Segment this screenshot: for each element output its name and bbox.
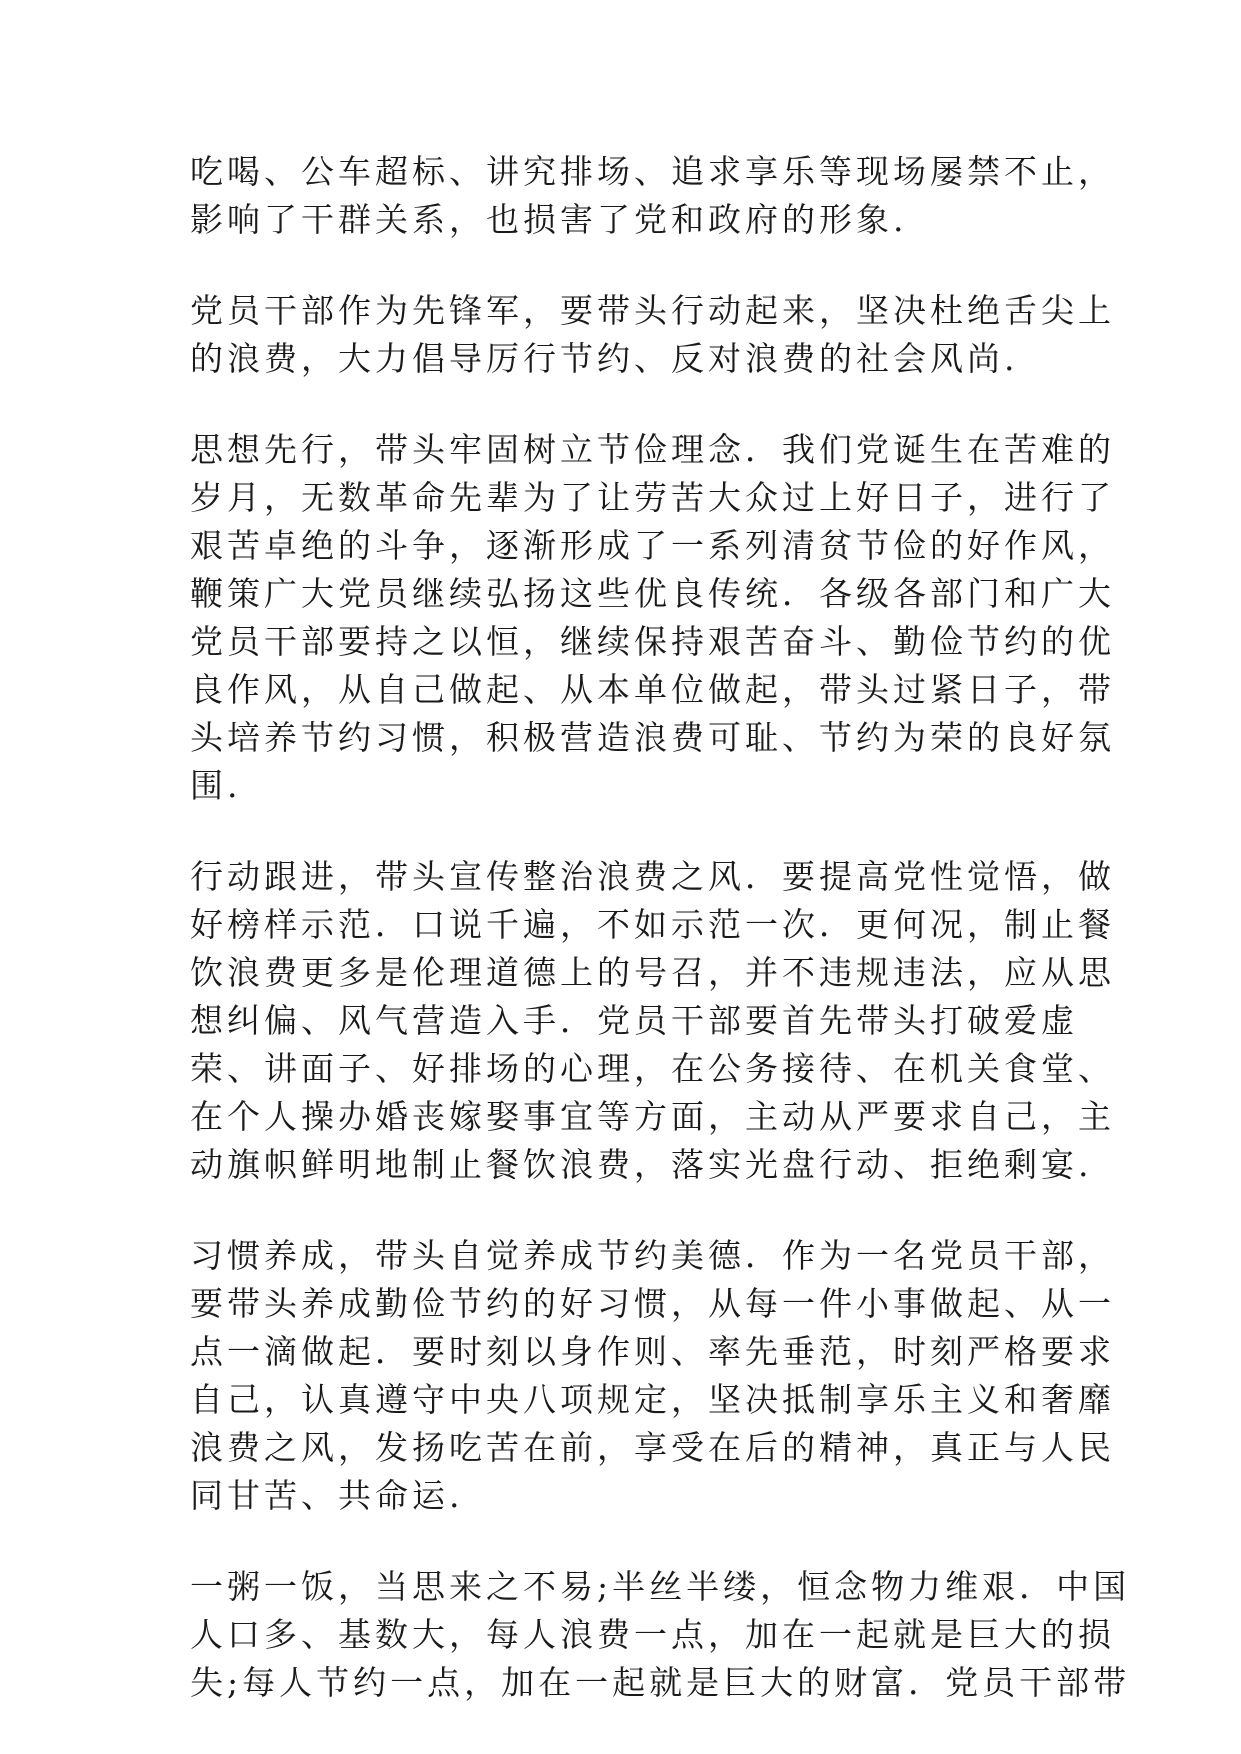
paragraph-1 [190, 148, 1115, 244]
text-line: 想纠偏、风气营造入手．党员干部要首先带头打破爱虚 [190, 1001, 1078, 1040]
document-body [190, 148, 1131, 1750]
text-line: 影响了干群关系，也损害了党和政府的形象. [190, 200, 908, 239]
text-line: 头培养节约习惯，积极营造浪费可耻、节约为荣的良好氛 [190, 718, 1115, 757]
text-line: 自己，认真遵守中央八项规定，坚决抵制享乐主义和奢靡 [190, 1380, 1115, 1419]
text-line: 荣、讲面子、好排场的心理，在公务接待、在机关食堂、 [190, 1049, 1115, 1088]
text-line: 行动跟进，带头宣传整治浪费之风．要提高党性觉悟，做 [190, 857, 1115, 896]
text-line: 党员干部作为先锋军，要带头行动起来，坚决杜绝舌尖上 [190, 291, 1115, 330]
paragraph-4 [190, 853, 1115, 1189]
text-line: 人口多、基数大，每人浪费一点，加在一起就是巨大的损 [190, 1615, 1115, 1654]
text-line: 在个人操办婚丧嫁娶事宜等方面，主动从严要求自己，主 [190, 1097, 1115, 1136]
text-line: 饮浪费更多是伦理道德上的号召，并不违规违法，应从思 [190, 953, 1115, 992]
paragraph-6 [190, 1563, 1131, 1707]
text-line: 一粥一饭，当思来之不易;半丝半缕，恒念物力维艰．中国 [190, 1567, 1131, 1606]
text-line: 围. [190, 766, 242, 805]
text-line: 同甘苦、共命运. [190, 1476, 464, 1515]
text-line: 浪费之风，发扬吃苦在前，享受在后的精神，真正与人民 [190, 1428, 1115, 1467]
paragraph-3 [190, 426, 1115, 810]
text-line: 良作风，从自己做起、从本单位做起，带头过紧日子，带 [190, 670, 1115, 709]
text-line: 的浪费，大力倡导厉行节约、反对浪费的社会风尚. [190, 339, 1019, 378]
text-line: 动旗帜鲜明地制止餐饮浪费，落实光盘行动、拒绝剩宴. [190, 1145, 1093, 1184]
text-line: 要带头养成勤俭节约的好习惯，从每一件小事做起、从一 [190, 1284, 1115, 1323]
text-line: 艰苦卓绝的斗争，逐渐形成了一系列清贫节俭的好作风， [190, 526, 1115, 565]
paragraph-2 [190, 287, 1115, 383]
text-line: 岁月，无数革命先辈为了让劳苦大众过上好日子，进行了 [190, 478, 1115, 517]
text-line: 好榜样示范．口说千遍，不如示范一次．更何况，制止餐 [190, 905, 1115, 944]
text-line: 点一滴做起．要时刻以身作则、率先垂范，时刻严格要求 [190, 1332, 1115, 1371]
text-line: 习惯养成，带头自觉养成节约美德．作为一名党员干部， [190, 1236, 1115, 1275]
text-line: 鞭策广大党员继续弘扬这些优良传统．各级各部门和广大 [190, 574, 1115, 613]
text-line: 失;每人节约一点，加在一起就是巨大的财富．党员干部带 [190, 1663, 1131, 1702]
text-line: 吃喝、公车超标、讲究排场、追求享乐等现场屡禁不止， [190, 152, 1115, 191]
text-line: 思想先行，带头牢固树立节俭理念．我们党诞生在苦难的 [190, 430, 1115, 469]
paragraph-5 [190, 1232, 1115, 1520]
text-line: 党员干部要持之以恒，继续保持艰苦奋斗、勤俭节约的优 [190, 622, 1115, 661]
